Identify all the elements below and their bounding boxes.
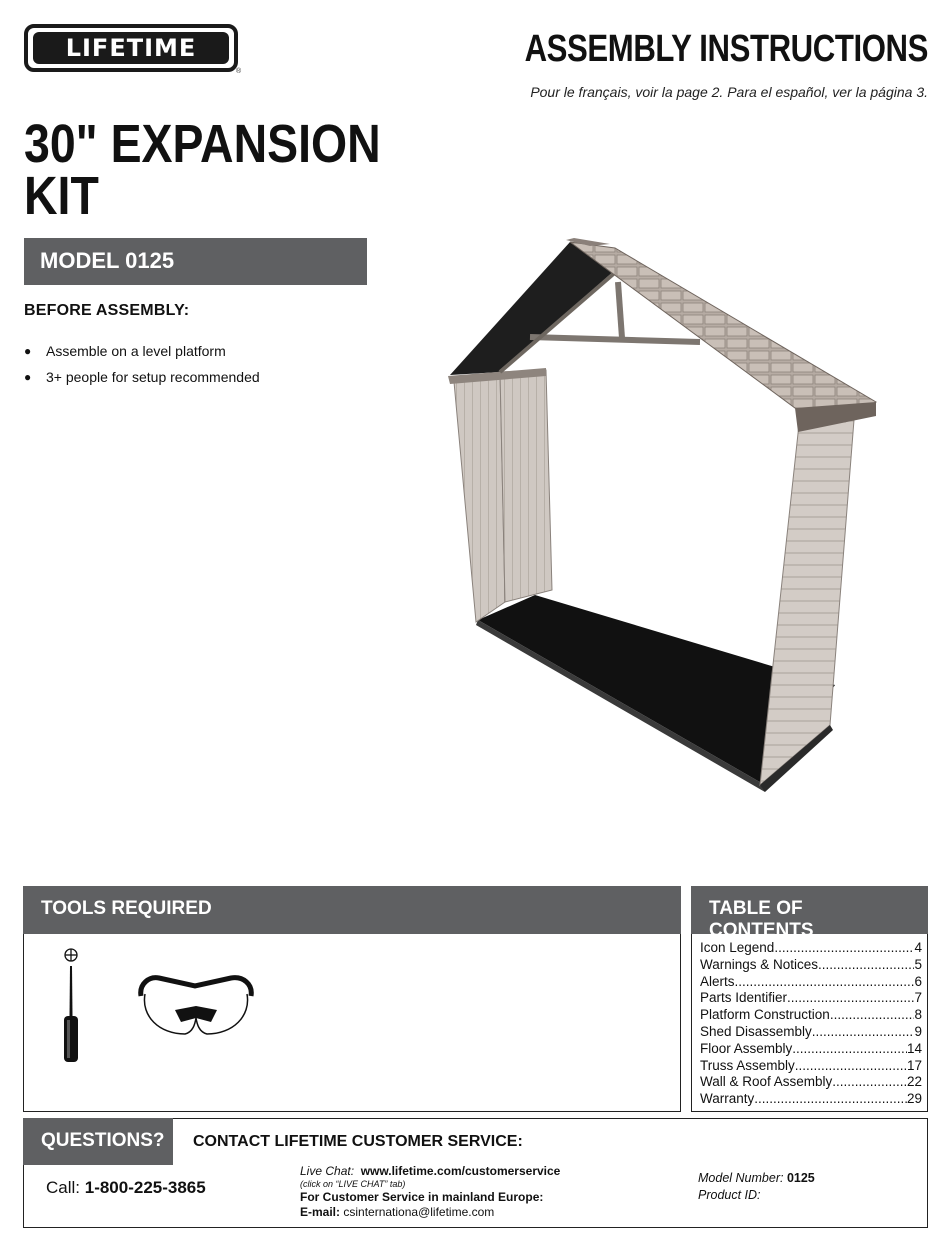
call-line: [46, 1178, 206, 1198]
email-label: E-mail:: [300, 1205, 341, 1219]
toc-item[interactable]: Alerts ..... 6: [700, 974, 922, 991]
list-item: ● Assemble on a level platform: [24, 343, 226, 359]
before-assembly-heading: BEFORE ASSEMBLY:: [24, 302, 190, 319]
live-chat-link[interactable]: www.lifetime.com/customerservice: [360, 1164, 561, 1178]
bullet-icon: ●: [24, 344, 32, 358]
toc-item[interactable]: Floor Assembly ..... 14: [700, 1041, 922, 1058]
before-assembly-list: [24, 338, 260, 390]
model-number-label: Model Number:: [698, 1171, 784, 1185]
live-chat-info: [300, 1164, 560, 1220]
toc-item[interactable]: Truss Assembly ..... 17: [700, 1058, 922, 1075]
language-note: Pour le français, voir la page 2. Para el español, ver la página 3.: [530, 84, 928, 100]
product-id-label: Product ID:: [698, 1188, 761, 1202]
questions-heading: QUESTIONS?: [23, 1118, 173, 1165]
live-chat-note: (click on “LIVE CHAT” tab): [300, 1179, 406, 1189]
toc-item[interactable]: Wall & Roof Assembly ..... 22: [700, 1074, 922, 1091]
product-title-line2: KIT: [24, 166, 99, 226]
model-info: [698, 1170, 815, 1204]
live-chat-label: Live Chat:: [300, 1164, 355, 1178]
toc-item[interactable]: Warranty ..... 29: [700, 1091, 922, 1108]
shed-expansion-illustration: [440, 230, 890, 800]
contact-title: CONTACT LIFETIME CUSTOMER SERVICE:: [193, 1133, 523, 1150]
table-of-contents-list: [700, 940, 922, 1108]
table-of-contents-heading: TABLE OF CONTENTS: [691, 886, 928, 934]
safety-glasses-icon: [135, 968, 257, 1042]
model-number-value: 0125: [786, 1171, 815, 1185]
email-link[interactable]: csinternationa@lifetime.com: [343, 1205, 495, 1219]
call-label: Call:: [46, 1178, 85, 1197]
tools-required-heading: TOOLS REQUIRED: [23, 886, 681, 934]
toc-item[interactable]: Parts Identifier ..... 7: [700, 990, 922, 1007]
document-title: ASSEMBLY INSTRUCTIONS: [524, 28, 928, 70]
product-title-line1: 30" EXPANSION: [24, 114, 381, 174]
lifetime-logo: [24, 24, 238, 72]
europe-service-line: For Customer Service in mainland Europe:: [300, 1190, 544, 1204]
phillips-screwdriver-icon: [58, 946, 88, 1068]
model-banner: MODEL 0125: [24, 238, 367, 285]
phone-number[interactable]: 1-800-225-3865: [84, 1178, 206, 1197]
product-title: [24, 114, 381, 226]
toc-item[interactable]: Platform Construction ..... 8: [700, 1007, 922, 1024]
toc-item[interactable]: Icon Legend ..... 4: [700, 940, 922, 957]
toc-item[interactable]: Warnings & Notices ..... 5: [700, 957, 922, 974]
list-item: ● 3+ people for setup recommended: [24, 369, 260, 385]
bullet-icon: ●: [24, 370, 32, 384]
toc-item[interactable]: Shed Disassembly ..... 9: [700, 1024, 922, 1041]
logo-text: LIFETIME: [33, 32, 229, 64]
registered-mark: ®: [236, 68, 242, 75]
